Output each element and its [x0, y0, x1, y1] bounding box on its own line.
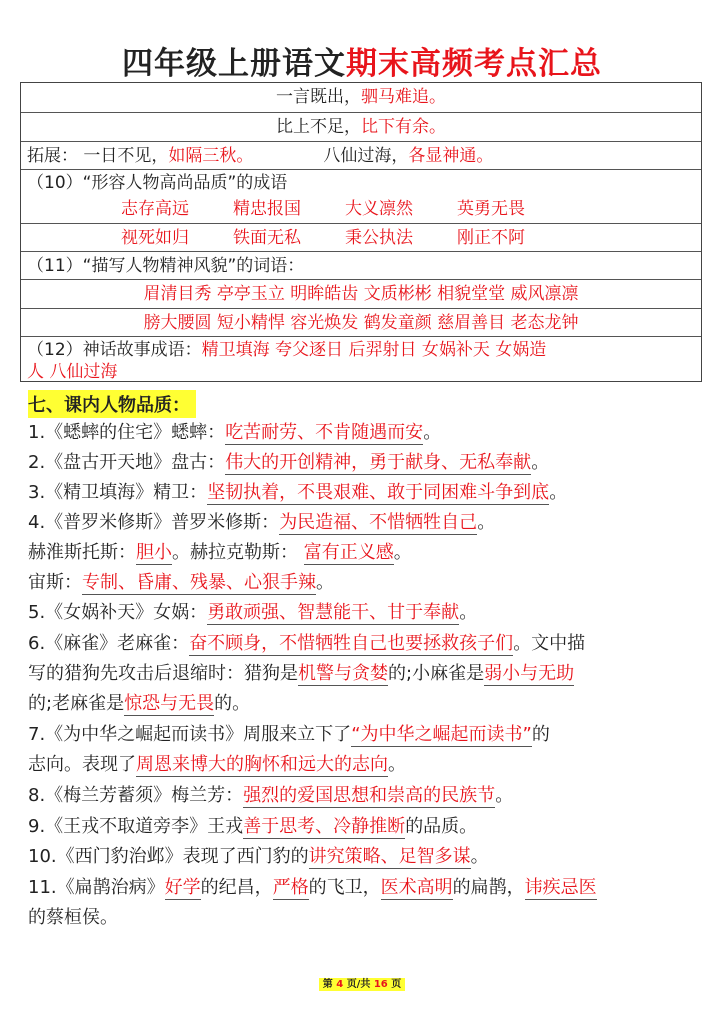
- list-item: 9.《王戎不取道旁李》王戎善于思考、冷静推断的品质。: [28, 816, 478, 837]
- table-row: 眉清目秀 亭亭玉立 明眸皓齿 文质彬彬 相貌堂堂 威风凛凛: [21, 279, 701, 308]
- list-item: 1.《蟋蟀的住宅》蟋蟀：吃苦耐劳、不肯随遇而安。: [28, 422, 442, 443]
- table-row: （10）“形容人物高尚品质”的成语: [21, 169, 701, 195]
- table-row: 志存高远 精忠报国 大义凛然 英勇无畏: [121, 199, 525, 219]
- list-item: 5.《女娲补天》女娲：勇敢顽强、智慧能干、甘于奉献。: [28, 602, 478, 623]
- page-footer: 第 4 页/共 16 页: [0, 975, 724, 990]
- list-item: 8.《梅兰芳蓄须》梅兰芳：强烈的爱国思想和崇高的民族节。: [28, 785, 514, 806]
- section-title: 七、课内人物品质：: [28, 390, 196, 418]
- list-item: 2.《盘古开天地》盘古：伟大的开创精神，勇于献身、无私奉献。: [28, 452, 550, 473]
- list-item: 赫淮斯托斯：胆小。赫拉克勒斯： 富有正义感。: [28, 542, 412, 563]
- list-item: 写的猎狗先攻击后退缩时：猎狗是机警与贪婪的;小麻雀是弱小与无助: [28, 663, 575, 684]
- table-row: 比上不足，比下有余。: [21, 112, 701, 141]
- title-red: 期末高频考点汇总: [346, 46, 602, 82]
- table-row: （12）神话故事成语：精卫填海 夸父逐日 后羿射日 女娲补天 女娲造 人 八仙过海: [21, 336, 701, 383]
- list-item: 7.《为中华之崛起而读书》周服来立下了“为中华之崛起而读书”的: [28, 724, 550, 745]
- table-row: 一言既出，驷马难追。: [276, 87, 446, 107]
- idiom-table: [20, 82, 702, 382]
- list-item: 4.《普罗米修斯》普罗米修斯：为民造福、不惜牺牲自己。: [28, 512, 496, 533]
- list-item: 宙斯：专制、昏庸、残暴、心狠手辣。: [28, 572, 334, 593]
- page-title: [0, 38, 724, 83]
- table-row: （11）“描写人物精神风貌”的词语：: [21, 251, 701, 279]
- title-black: 四年级上册语文: [122, 46, 346, 82]
- list-item: 3.《精卫填海》精卫：坚韧执着，不畏艰难、敢于同困难斗争到底。: [28, 482, 568, 503]
- list-item: 6.《麻雀》老麻雀：奋不顾身，不惜牺牲自己也要拯救孩子们。文中描: [28, 633, 586, 654]
- list-item: 10.《西门豹治邺》表现了西门豹的讲究策略、足智多谋。: [28, 846, 489, 867]
- table-row: 膀大腰圆 短小精悍 容光焕发 鹤发童颜 慈眉善目 老态龙钟: [21, 308, 701, 336]
- list-item: 的蔡桓侯。: [28, 907, 118, 928]
- table-row: 视死如归 铁面无私 秉公执法 刚正不阿: [21, 223, 701, 251]
- table-row: 拓展： 一日不见，如隔三秋。 八仙过海，各显神通。: [21, 141, 701, 169]
- list-item: 志向。表现了周恩来博大的胸怀和远大的志向。: [28, 754, 406, 775]
- list-item: 的;老麻雀是惊恐与无畏的。: [28, 693, 251, 714]
- list-item: 11.《扁鹊治病》好学的纪昌，严格的飞卫，医术高明的扁鹊，讳疾忌医: [28, 877, 597, 898]
